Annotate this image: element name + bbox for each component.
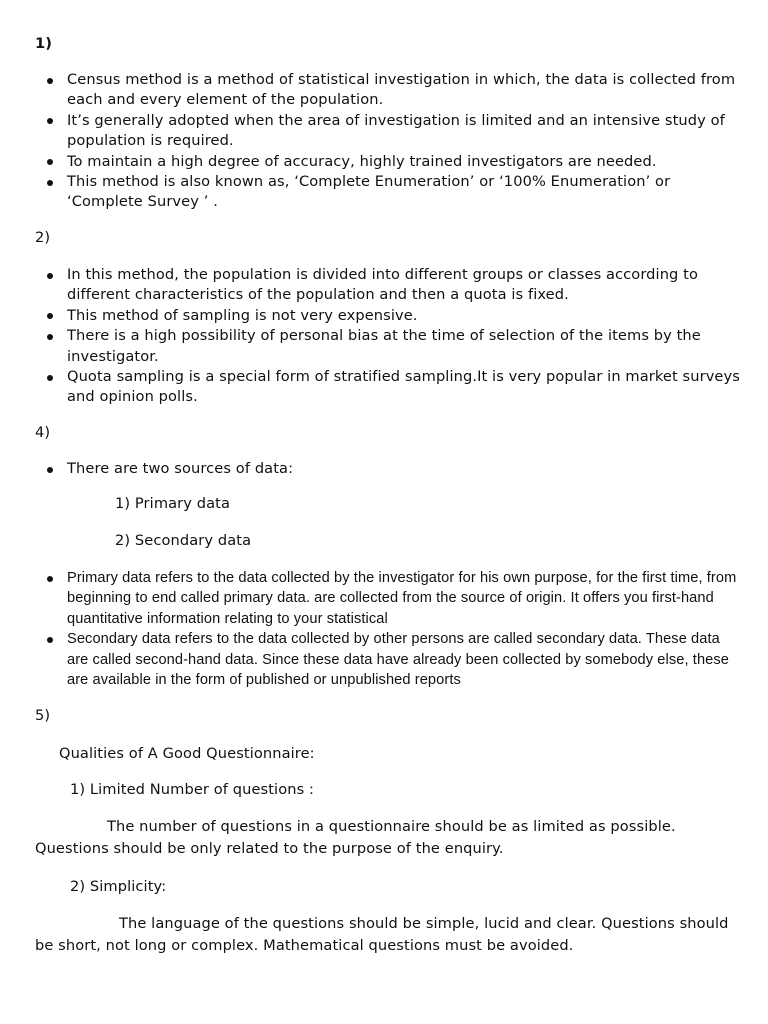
list-item: This method of sampling is not very expensive.	[0, 306, 740, 326]
list-item: To maintain a high degree of accuracy, highly trained investigators are needed.	[0, 152, 740, 172]
point-heading-simplicity: 2) Simplicity:	[70, 878, 167, 895]
section-number-1: 1)	[35, 35, 53, 52]
bullet-icon	[47, 334, 53, 340]
sub-item-secondary-data: 2) Secondary data	[115, 532, 252, 549]
bullet-icon	[47, 313, 53, 319]
point-text-limited-questions: The number of questions in a questionnaire should be as limited as possible. Questions should be only related to the purpose of the enquiry.	[35, 818, 676, 858]
bullet-icon	[47, 637, 53, 643]
sub-item-primary-data: 1) Primary data	[115, 495, 231, 512]
section-1-bullet-list	[0, 70, 740, 213]
list-item: Secondary data refers to the data collected by other persons are called secondary data. These data are called second-hand data. Since these data have already been collected by somebody else, these are available in the form of published or unpublished reports	[0, 629, 740, 690]
list-item: There are two sources of data:	[0, 459, 740, 479]
bullet-icon	[47, 467, 53, 473]
list-item: In this method, the population is divided into different groups or classes according to different characteristics of the population and then a quota is fixed.	[0, 265, 740, 306]
bullet-icon	[47, 273, 53, 279]
section-number-2: 2)	[35, 229, 51, 246]
list-item: It’s generally adopted when the area of investigation is limited and an intensive study of population is required.	[0, 111, 740, 152]
bullet-icon	[47, 576, 53, 582]
list-item: Census method is a method of statistical investigation in which, the data is collected from each and every element of the population.	[0, 70, 740, 111]
bullet-icon	[47, 375, 53, 381]
bullet-icon	[47, 118, 53, 124]
section-2-bullet-list	[0, 265, 740, 408]
section-number-4: 4)	[35, 424, 51, 441]
bullet-icon	[47, 78, 53, 84]
bullet-icon	[47, 180, 53, 186]
section-4-intro-list	[0, 459, 740, 479]
questionnaire-title: Qualities of A Good Questionnaire:	[59, 745, 315, 762]
point-text-simplicity: The language of the questions should be simple, lucid and clear. Questions should be short, not long or complex. Mathematical questions must be avoided.	[35, 915, 729, 955]
list-item: There is a high possibility of personal bias at the time of selection of the items by the investigator.	[0, 326, 740, 367]
section-number-5: 5)	[35, 707, 51, 724]
list-item: Quota sampling is a special form of stratified sampling.It is very popular in market surveys and opinion polls.	[0, 367, 740, 408]
list-item: This method is also known as, ‘Complete Enumeration’ or ‘100% Enumeration’ or ‘Complete Survey ’ .	[0, 172, 740, 213]
list-item: Primary data refers to the data collected by the investigator for his own purpose, for the first time, from beginning to end called primary data. are collected from the source of origin. It offers you first-hand quantitative information relating to your statistical	[0, 568, 740, 629]
bullet-icon	[47, 159, 53, 165]
section-4-bullet-list	[0, 568, 740, 690]
point-heading-limited-questions: 1) Limited Number of questions :	[70, 781, 315, 798]
